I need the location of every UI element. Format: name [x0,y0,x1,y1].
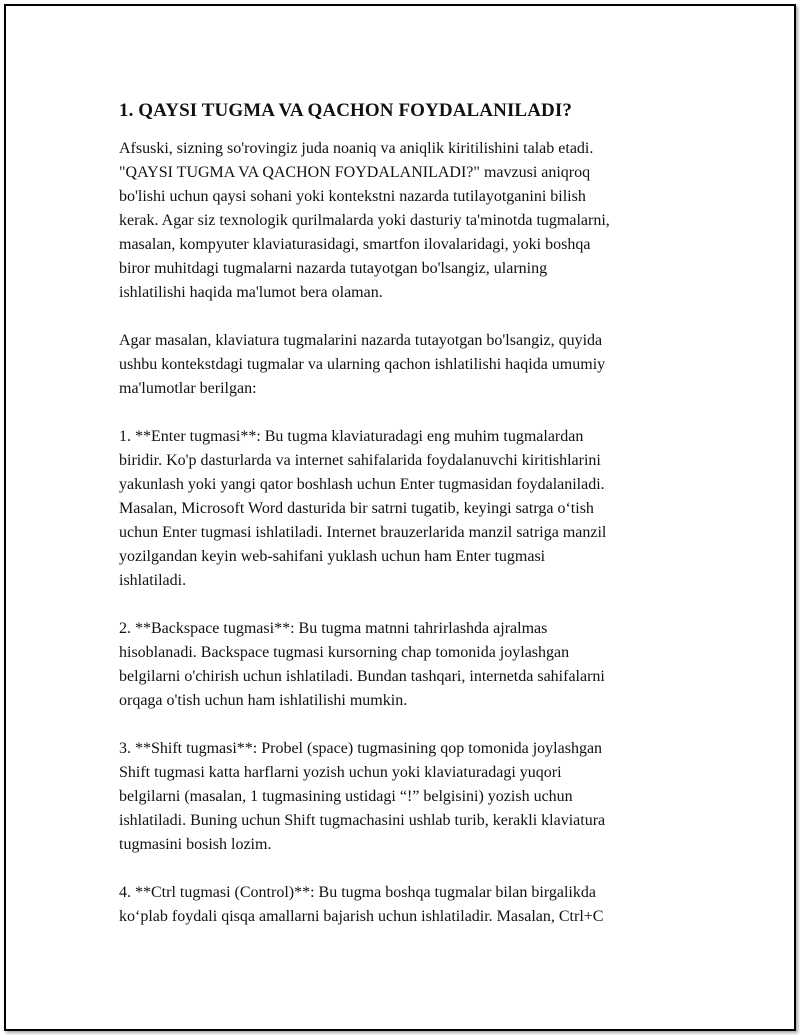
document-page [4,4,796,1031]
paragraph-shift-key: 3. **Shift tugmasi**: Probel (space) tugmasining qop tomonida joylashgan Shift tugmasi katta harflarni yozish uchun yoki klaviaturadagi yuqori belgilarni (masalan, 1 tugmasining ustidagi “!” belgisini) yozish uchun ishlatiladi. Buning uchun Shift tugmachasini ushlab turib, kerakli klaviatura tugmasini bosish lozim. [119,740,606,853]
paragraph-intro: Afsuski, sizning so'rovingiz juda noaniq va aniqlik kiritilishini talab etadi. "QAYSI TUGMA VA QACHON FOYDALANILADI?" mavzusi aniqroq bo'lishi uchun qaysi sohani yoki kontekstni nazarda tutilayotganini bilish kerak. Agar siz texnologik qurilmalarda yoki dasturiy ta'minotda tugmalarni, masalan, kompyuter klaviaturasidagi, smartfon ilovalaridagi, yoki boshqa biror muhitdagi tugmalarni nazarda tutayotgan bo'lsangiz, ularning ishlatilishi haqida ma'lumot bera olaman. [119,140,610,301]
paragraph-enter-key: 1. **Enter tugmasi**: Bu tugma klaviaturadagi eng muhim tugmalardan biridir. Ko'p dasturlarda va internet sahifalarida foydalanuvchi kiritishlarini yakunlash yoki yangi qator boshlash uchun Enter tugmasidan foydalaniladi. Masalan, Microsoft Word dasturida bir satrni tugatib, keyingi satrga o‘tish uchun Enter tugmasi ishlatiladi. Internet brauzerlarida manzil satriga manzil yozilgandan keyin web-sahifani yuklash uchun ham Enter tugmasi ishlatiladi. [119,428,607,589]
section-heading: 1. QAYSI TUGMA VA QACHON FOYDALANILADI? [119,100,572,121]
paragraph-keyboard-context: Agar masalan, klaviatura tugmalarini nazarda tutayotgan bo'lsangiz, quyida ushbu kontekstdagi tugmalar va ularning qachon ishlatilishi haqida umumiy ma'lumotlar berilgan: [119,332,606,397]
document-body [119,98,699,953]
paragraph-backspace-key: 2. **Backspace tugmasi**: Bu tugma matnni tahrirlashda ajralmas hisoblanadi. Backspace tugmasi kursorning chap tomonida joylashgan belgilarni o'chirish uchun ishlatiladi. Bundan tashqari, internetda sahifalarni orqaga o'tish uchun ham ishlatilishi mumkin. [119,620,605,709]
paragraph-ctrl-key: 4. **Ctrl tugmasi (Control)**: Bu tugma boshqa tugmalar bilan birgalikda ko‘plab foydali qisqa amallarni bajarish uchun ishlatiladir. Masalan, Ctrl+C [119,884,604,925]
